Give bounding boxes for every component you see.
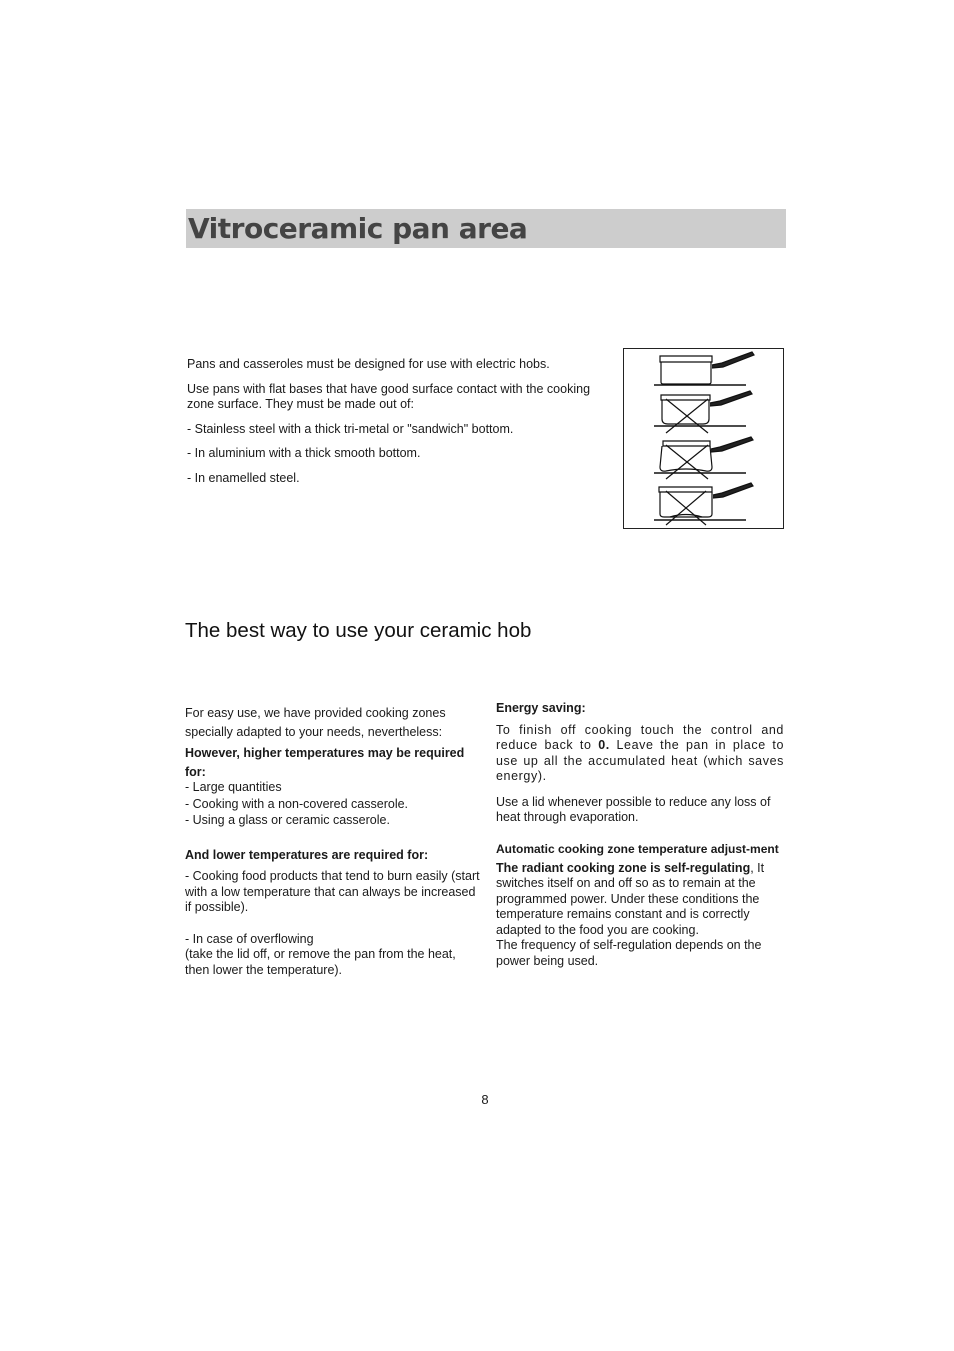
list-item: - Stainless steel with a thick tri-metal or "sandwich" bottom. <box>187 421 514 436</box>
intro-text <box>187 357 617 495</box>
list-item: - Cooking with a non-covered casserole. <box>185 796 409 811</box>
auto-text-rest: , It switches itself on and off so as to remain at the programmed power. Under these conditions the temperature remains constant and is correctly adapted to the food you are cooking. <box>496 860 765 937</box>
pan-warped-base <box>654 437 753 479</box>
right-column <box>496 701 784 969</box>
left-lower-item-2-detail: (take the lid off, or remove the pan from the heat, then lower the temperature). <box>185 947 456 977</box>
left-lower-heading: And lower temperatures are required for: <box>185 847 429 862</box>
pan-convex-base <box>654 391 752 433</box>
left-column <box>185 704 480 978</box>
intro-paragraph-2: Use pans with flat bases that have good surface contact with the cooking zone surface. They must be made out of: <box>187 381 591 411</box>
page-title: Vitroceramic pan area <box>188 212 528 245</box>
left-lower-item-2: - In case of overflowing <box>185 931 314 946</box>
energy-paragraph-1 <box>496 723 784 785</box>
left-lower-item-1: - Cooking food products that tend to burn easily (start with a low temperature that can always be increased if possible). <box>185 869 480 914</box>
list-item: - In aluminium with a thick smooth bottom. <box>187 446 421 460</box>
left-higher-heading: However, higher temperatures may be required for: <box>185 746 465 779</box>
auto-text-bold: The radiant cooking zone is self-regulating <box>496 860 751 875</box>
intro-paragraph-1: Pans and casseroles must be designed for use with electric hobs. <box>187 357 550 371</box>
left-paragraph-1: For easy use, we have provided cooking zones specially adapted to your needs, nevertheless: <box>185 706 446 739</box>
auto-heading: Automatic cooking zone temperature adjust-ment <box>496 841 779 856</box>
auto-paragraph-2: The frequency of self-regulation depends on the power being used. <box>496 938 762 968</box>
pan-uneven-base <box>654 483 753 525</box>
section-title: The best way to use your ceramic hob <box>185 619 532 642</box>
pan-base-illustration <box>623 348 784 529</box>
pan-correct <box>654 352 754 385</box>
energy-text-post: Leave the pan in place to use up all the accumulated heat (which saves energy). <box>496 738 785 783</box>
energy-heading: Energy saving: <box>496 701 586 715</box>
energy-paragraph-2: Use a lid whenever possible to reduce any loss of heat through evaporation. <box>496 794 771 824</box>
list-item: - Using a glass or ceramic casserole. <box>185 813 390 827</box>
list-item: - Large quantities <box>185 780 282 794</box>
page-number: 8 <box>481 1092 489 1107</box>
auto-paragraph-1 <box>496 861 784 939</box>
pan-base-comparison-icon <box>624 349 783 528</box>
energy-text-pre: To finish off cooking touch the control and reduce back to <box>496 722 784 752</box>
list-item: - In enamelled steel. <box>187 470 300 485</box>
energy-text-bold: 0. <box>598 738 610 752</box>
